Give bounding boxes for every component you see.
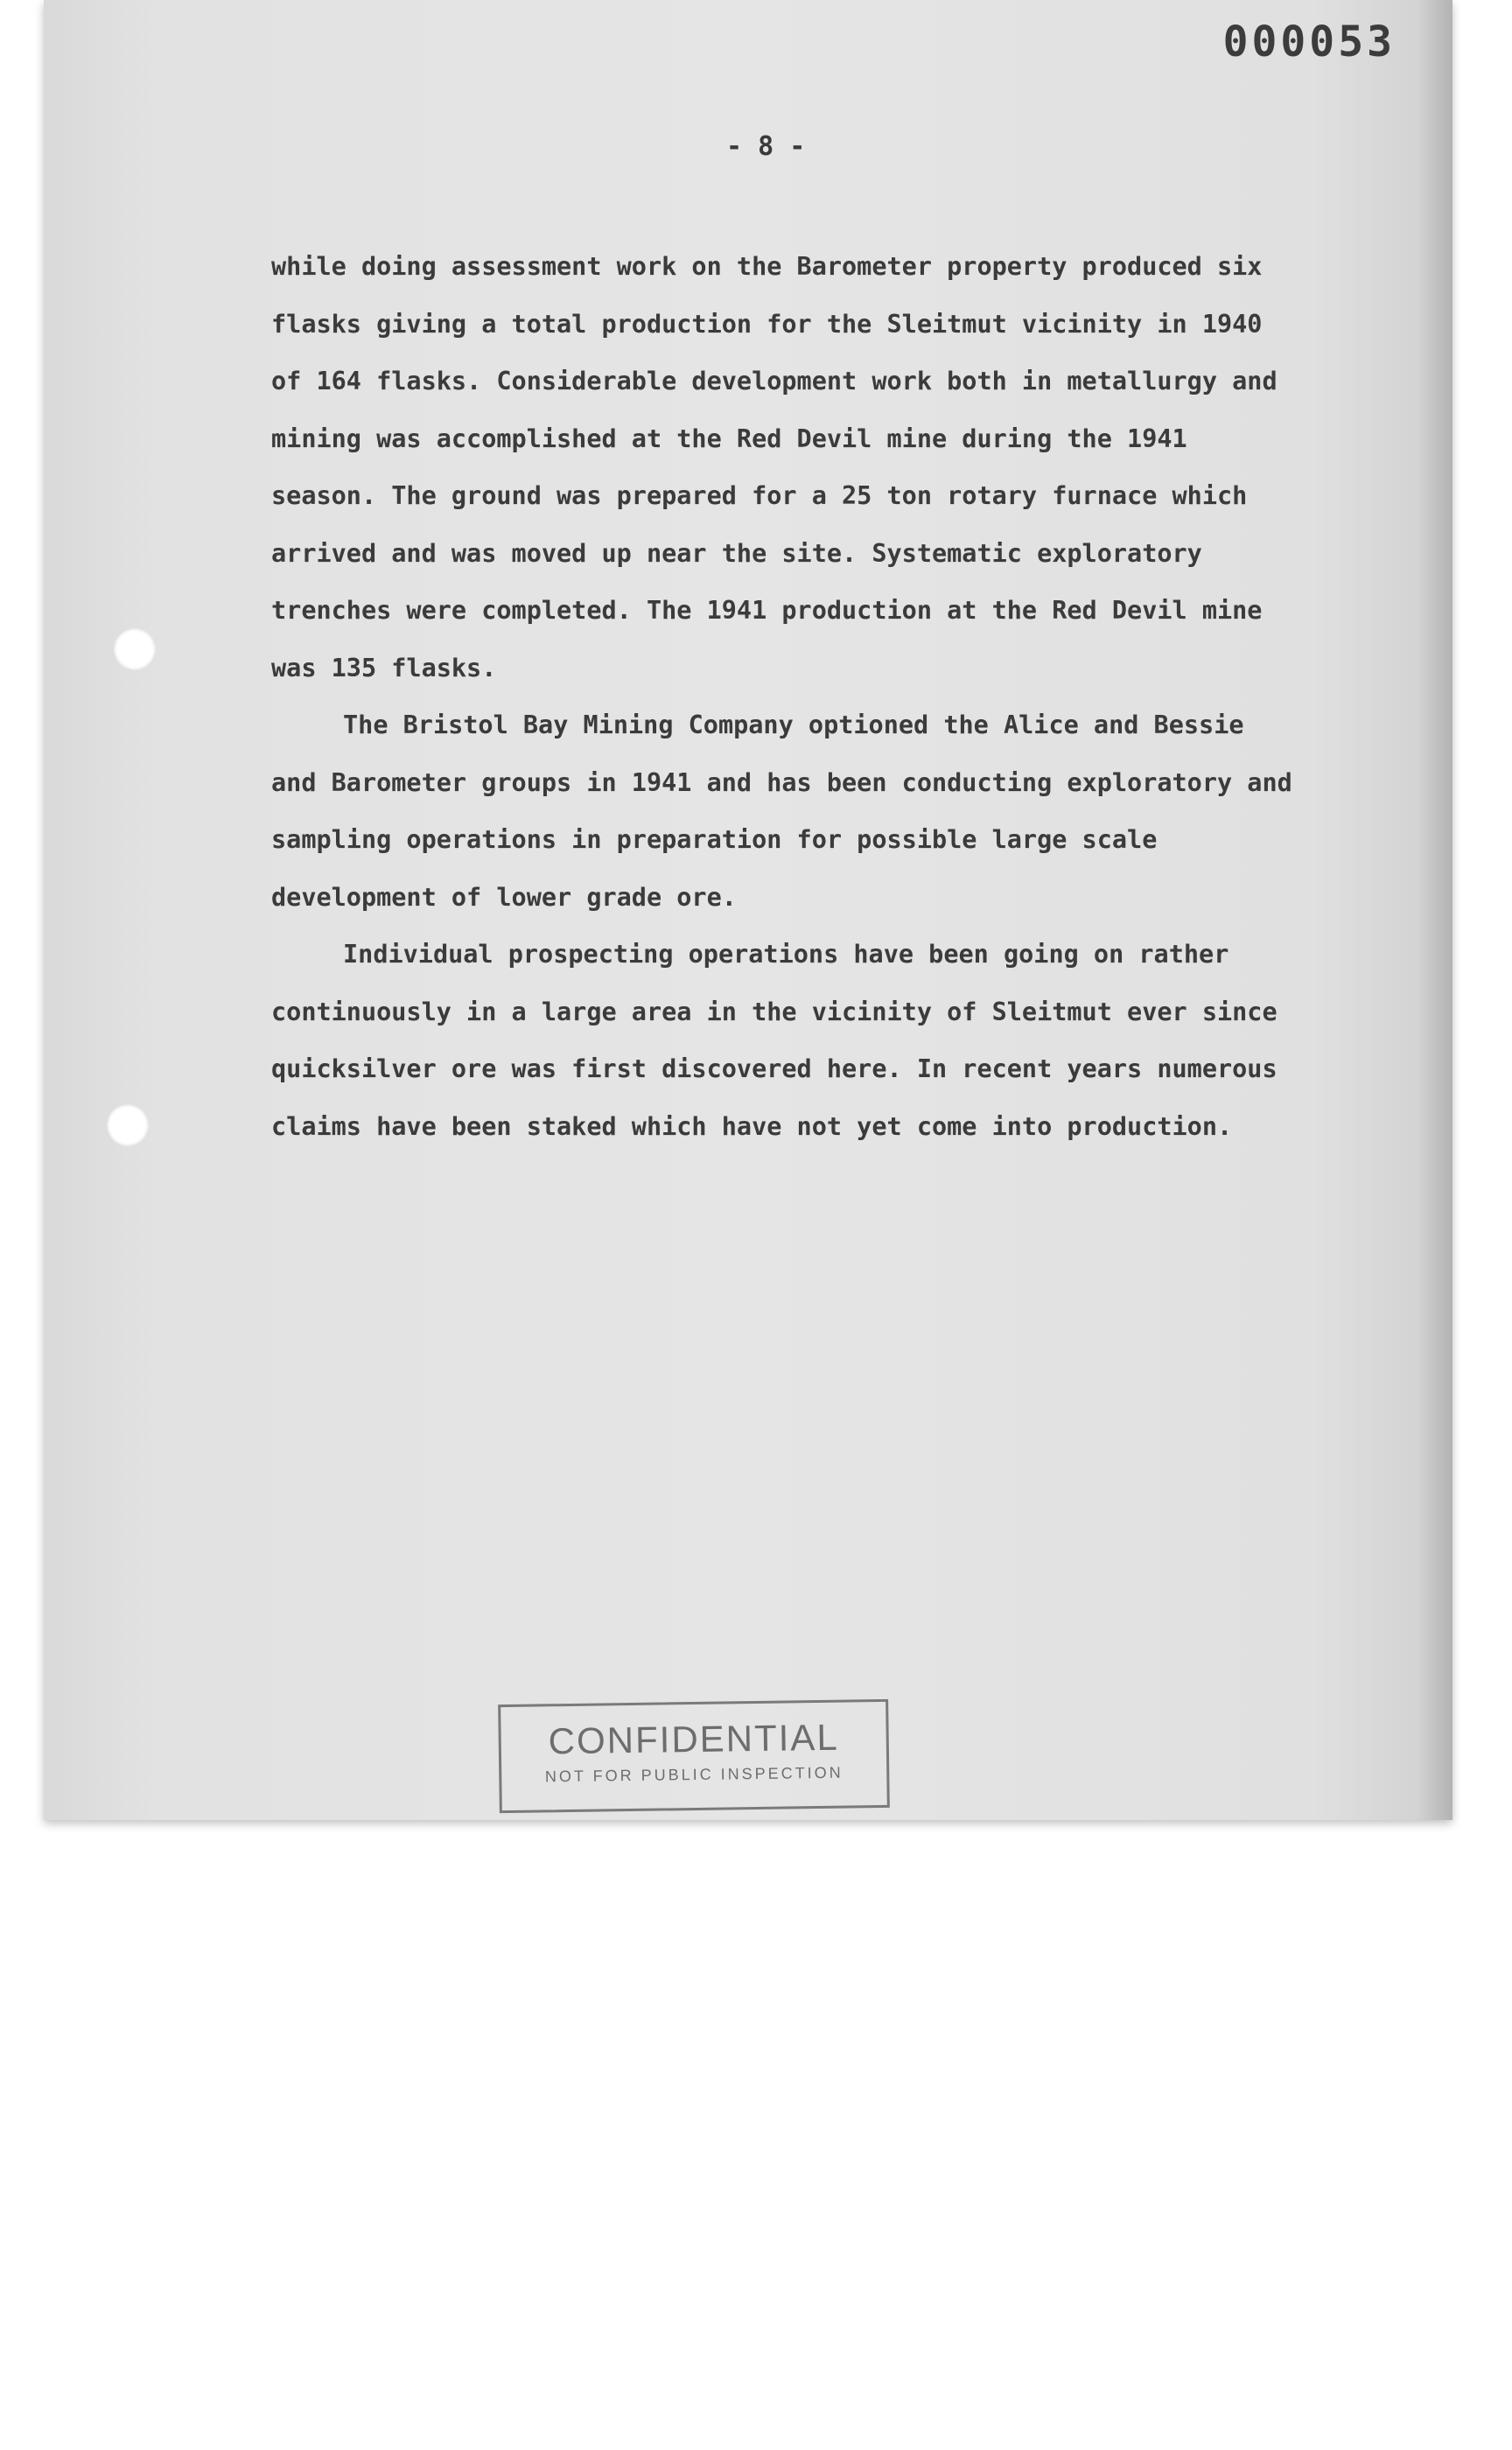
body-text: [271, 238, 1304, 1155]
paragraph-3: Individual prospecting operations have been going on rather continuously in a large area in the vicinity of Sleitmut ever since quicksilver ore was first discovered here. In recent years numerous claims have been staked which have not yet come into production.: [271, 940, 1278, 1141]
paragraph-2: The Bristol Bay Mining Company optioned the Alice and Bessie and Barometer groups in 1941 and has been conducting exploratory and sampling operations in preparation for possible large scale development of lower grade ore.: [271, 710, 1292, 912]
confidential-stamp: [498, 1699, 890, 1813]
stamp-title: CONFIDENTIAL: [548, 1716, 840, 1762]
page-number: - 8 -: [726, 131, 806, 162]
document-number: 000053: [1222, 18, 1396, 66]
scanned-page: [44, 0, 1452, 1820]
stamp-subtitle: NOT FOR PUBLIC INSPECTION: [544, 1763, 844, 1786]
punch-hole-bottom: [107, 1104, 149, 1146]
punch-hole-top: [114, 628, 156, 670]
paragraph-1: while doing assessment work on the Barometer property produced six flasks giving a total production for the Sleitmut vicinity in 1940 of 164 flasks. Considerable development work both in metallurgy and mining was accomplished at the Red Devil mine during the 1941 season. The ground was prepared for a 25 ton rotary furnace which arrived and was moved up near the site. Systematic exploratory trenches were completed. The 1941 production at the Red Devil mine was 135 flasks.: [271, 252, 1278, 682]
